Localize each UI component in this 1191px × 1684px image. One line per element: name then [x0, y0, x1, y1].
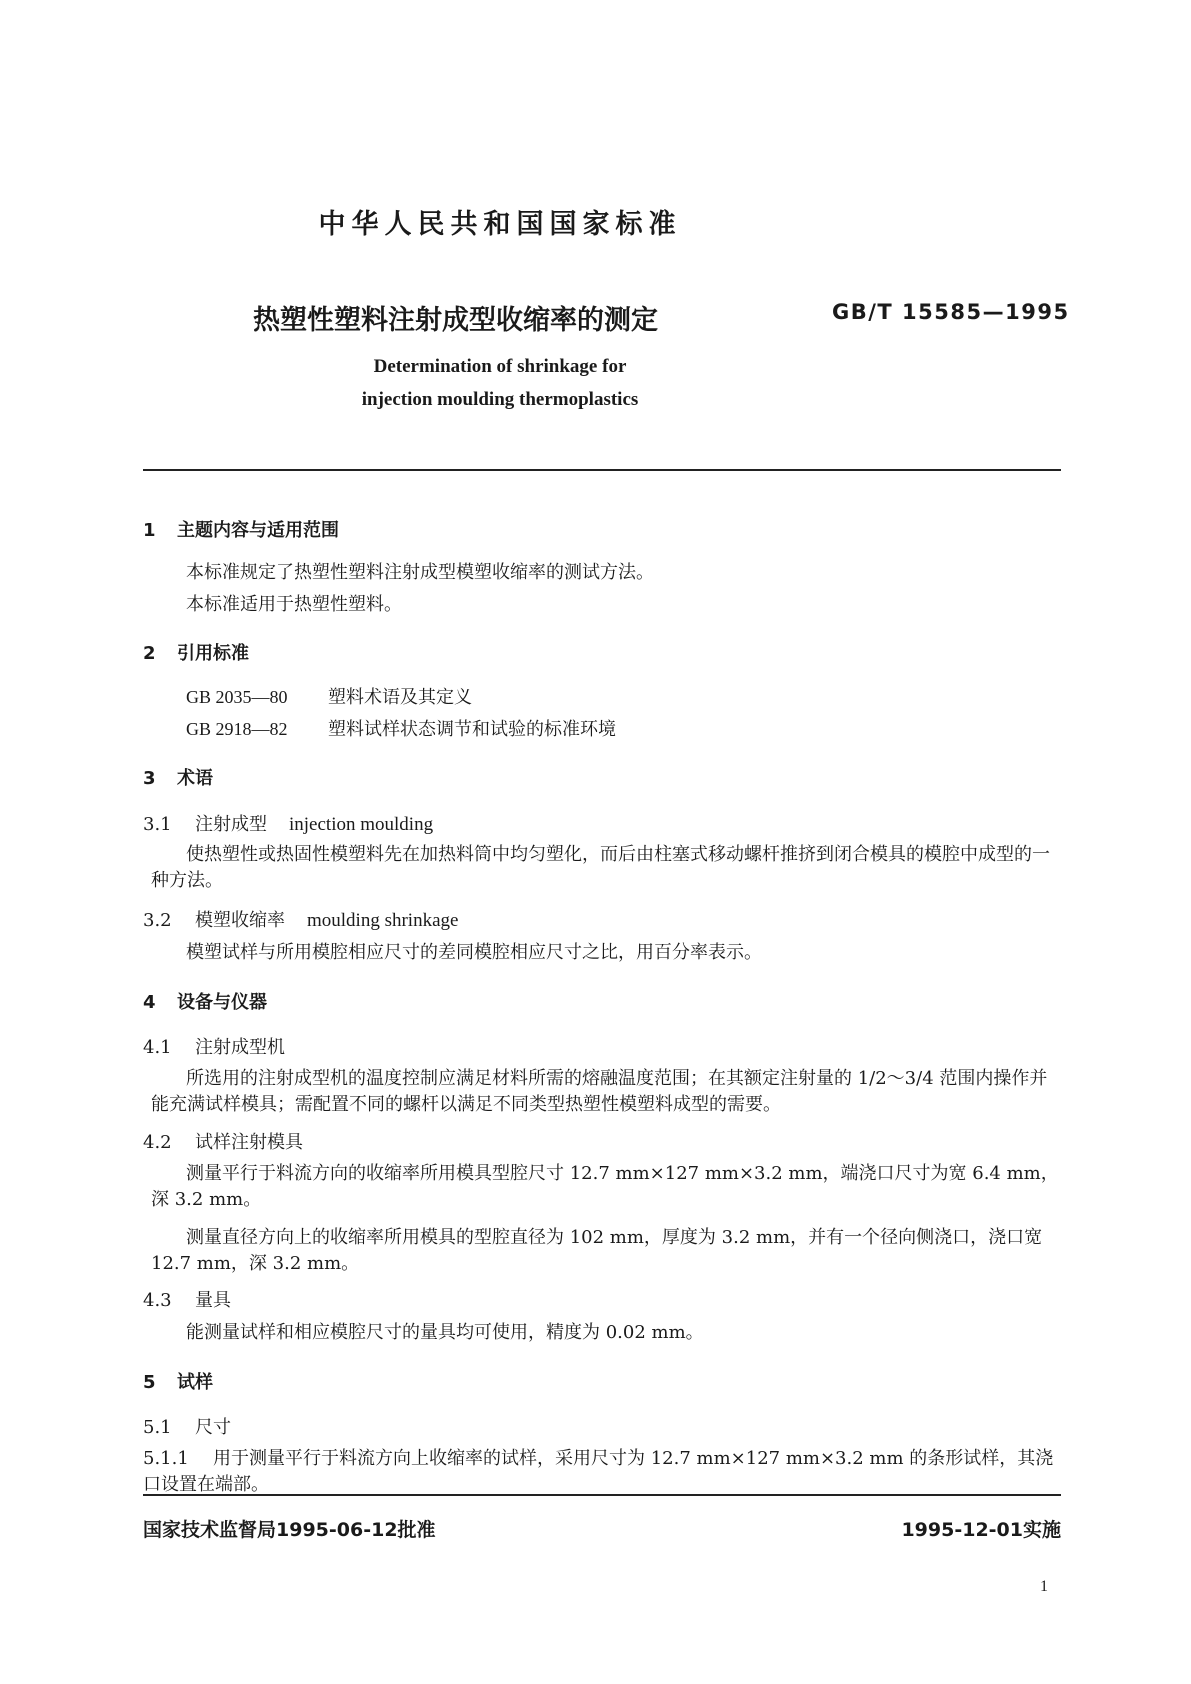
section-4-heading — [143, 988, 267, 1014]
reference-item — [186, 716, 616, 743]
reference-code: GB 2035—80 — [186, 687, 288, 707]
reference-code: GB 2918—82 — [186, 719, 288, 739]
implementation-line: 1995-12-01实施 — [901, 1519, 1061, 1541]
term-3-1-definition: 使热塑性或热固性模塑料先在加热料筒中均匀塑化，而后由柱塞式移动螺杆推挤到闭合模具的模腔中成型的一种方法。 — [151, 844, 1050, 891]
clause-title: 尺寸 — [195, 1417, 231, 1438]
clause-4-2-text-1: 测量平行于料流方向的收缩率所用模具型腔尺寸 12.7 mm×127 mm×3.2 mm，端浇口尺寸为宽 6.4 mm，深 3.2 mm。 — [151, 1163, 1059, 1210]
clause-number: 5.1.1 — [143, 1448, 189, 1469]
clause-number: 4.1 — [143, 1037, 172, 1058]
term-3-2-heading — [143, 908, 458, 934]
reference-name: 塑料术语及其定义 — [328, 687, 472, 708]
document-title-en-line1: Determination of shrinkage for — [373, 356, 627, 377]
clause-title: 注射成型机 — [195, 1037, 285, 1058]
section-number: 2 — [143, 643, 156, 664]
term-3-1-heading — [143, 812, 433, 838]
clause-text: 用于测量平行于料流方向上收缩率的试样，采用尺寸为 12.7 mm×127 mm×3.2 mm 的条形试样，其浇口设置在端部。 — [143, 1448, 1054, 1495]
clause-title: 量具 — [195, 1290, 231, 1311]
clause-title: 试样注射模具 — [195, 1132, 303, 1153]
document-title-cn: 热塑性塑料注射成型收缩率的测定 — [253, 305, 658, 336]
term-cn: 模塑收缩率 — [195, 910, 285, 931]
section-number: 1 — [143, 520, 156, 541]
approval-line: 国家技术监督局1995-06-12批准 — [143, 1519, 436, 1541]
standard-number: GB/T 15585—1995 — [832, 300, 1070, 324]
clause-4-2-heading — [143, 1130, 303, 1156]
clause-5-1-1 — [143, 1446, 1061, 1498]
section-number: 5 — [143, 1372, 156, 1393]
header-divider — [143, 469, 1061, 471]
section-title: 试样 — [177, 1372, 213, 1393]
section-3-heading — [143, 764, 213, 790]
clause-number: 3.1 — [143, 814, 172, 835]
clause-4-3-heading — [143, 1288, 231, 1314]
clause-number: 3.2 — [143, 910, 172, 931]
footer-divider — [143, 1494, 1061, 1496]
term-cn: 注射成型 — [195, 814, 267, 835]
clause-4-1-text: 所选用的注射成型机的温度控制应满足材料所需的熔融温度范围；在其额定注射量的 1/2～3/4 范围内操作并能充满试样模具；需配置不同的螺杆以满足不同类型热塑性模塑料成型的需要。 — [151, 1068, 1048, 1115]
clause-4-1-heading — [143, 1035, 285, 1061]
term-en: moulding shrinkage — [307, 910, 459, 931]
clause-number: 5.1 — [143, 1417, 172, 1438]
document-title-en-line2: injection moulding thermoplastics — [361, 389, 639, 410]
section-number: 3 — [143, 768, 156, 789]
clause-number: 4.3 — [143, 1290, 172, 1311]
page-number: 1 — [1040, 1578, 1048, 1595]
section-1-heading — [143, 516, 339, 542]
clause-4-3-text: 能测量试样和相应模腔尺寸的量具均可使用，精度为 0.02 mm。 — [186, 1322, 704, 1343]
reference-item — [186, 684, 472, 711]
section-2-heading — [143, 639, 249, 665]
clause-5-1-heading — [143, 1415, 231, 1441]
section-title: 引用标准 — [177, 643, 249, 664]
section-5-heading — [143, 1368, 213, 1394]
section-title: 设备与仪器 — [177, 992, 267, 1013]
clause-4-2-text-2: 测量直径方向上的收缩率所用模具的型腔直径为 102 mm，厚度为 3.2 mm，并有一个径向侧浇口，浇口宽 12.7 mm，深 3.2 mm。 — [151, 1227, 1043, 1274]
section-title: 主题内容与适用范围 — [177, 520, 339, 541]
section-number: 4 — [143, 992, 156, 1013]
term-3-2-definition: 模塑试样与所用模腔相应尺寸的差同模腔相应尺寸之比，用百分率表示。 — [186, 942, 762, 963]
s1-paragraph-2: 本标准适用于热塑性塑料。 — [186, 594, 402, 615]
section-title: 术语 — [177, 768, 213, 789]
term-en: injection moulding — [289, 814, 434, 835]
reference-name: 塑料试样状态调节和试验的标准环境 — [328, 719, 616, 740]
national-standard-heading: 中华人民共和国国家标准 — [318, 209, 682, 240]
clause-number: 4.2 — [143, 1132, 172, 1153]
s1-paragraph-1: 本标准规定了热塑性塑料注射成型模塑收缩率的测试方法。 — [186, 562, 654, 583]
